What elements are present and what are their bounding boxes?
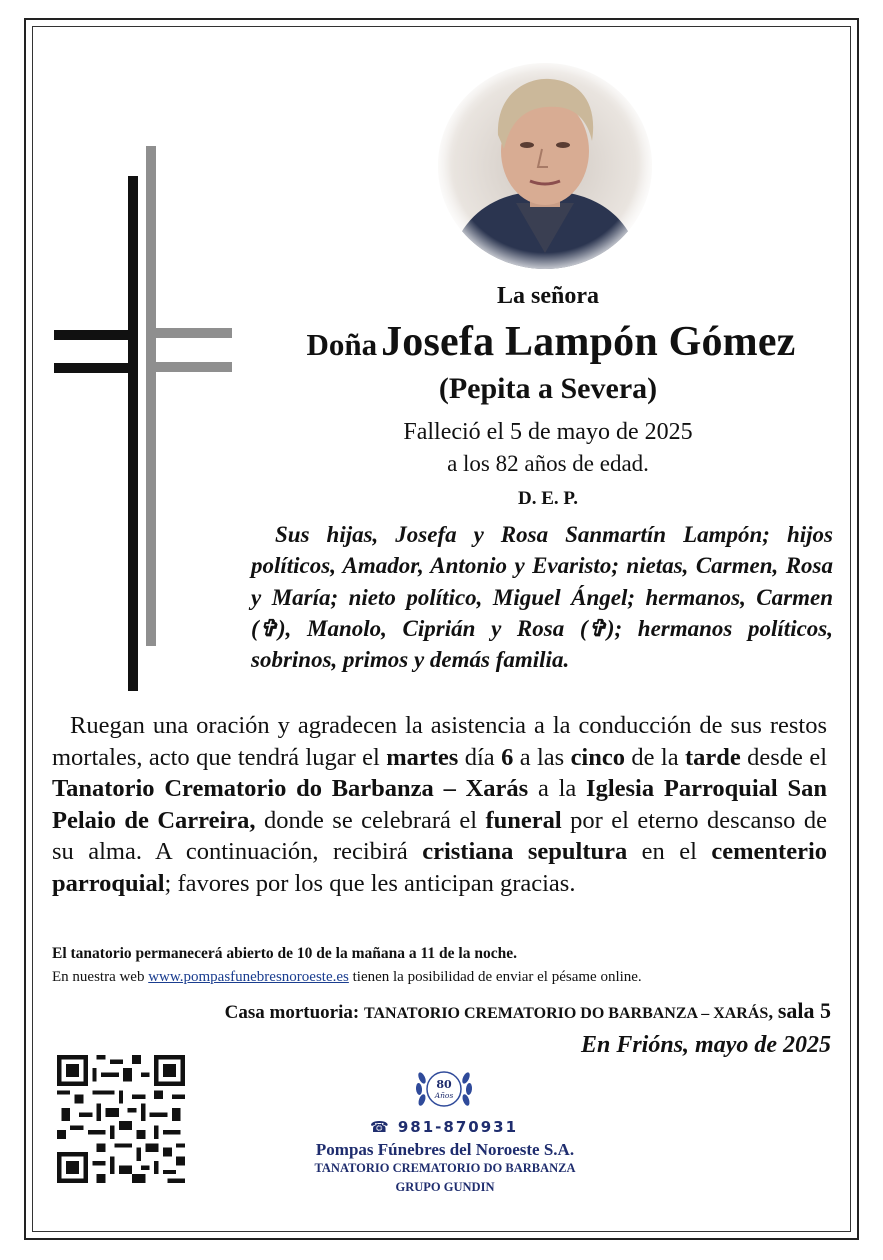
badge-word: Años: [434, 1091, 454, 1100]
phone-icon: ☎: [369, 1118, 391, 1136]
opening-hours-note: El tanatorio permanecerá abierto de 10 de la mañana a 11 de la noche.: [52, 945, 517, 962]
anniversary-badge-icon: [412, 1064, 476, 1116]
group-name: GRUPO GUNDIN: [395, 1180, 495, 1194]
cross-symbol-icon: ✞: [258, 615, 278, 641]
deceased-name: [256, 318, 846, 366]
badge-number: 80: [436, 1078, 452, 1091]
tanatorio-name: TANATORIO CREMATORIO DO BARBANZA: [314, 1161, 576, 1175]
deceased-portrait: [438, 63, 652, 269]
company-name: Pompas Fúnebres del Noroeste S.A.: [315, 1140, 575, 1159]
family-paragraph: [251, 519, 833, 675]
death-date: Falleció el 5 de mayo de 2025: [403, 419, 693, 445]
honorific: Doña: [306, 327, 378, 362]
phone-number: [300, 1118, 588, 1136]
dateline: En Frións, mayo de 2025: [580, 1032, 831, 1058]
phone-value: 981-870931: [397, 1118, 519, 1136]
intro-label: La señora: [497, 283, 599, 309]
family-text-2: ), Manolo, Ciprián y Rosa (: [277, 615, 588, 641]
cross-symbol-icon: ✞: [587, 615, 607, 641]
full-name: Josefa Lampón Gómez: [381, 319, 796, 365]
age-line: a los 82 años de edad.: [447, 451, 649, 476]
ceremony-paragraph: Ruegan una oración y agradecen la asistencia a la conducción de sus restos mortales, acto que tendrá lugar el martes día 6 a las cinco de la tarde desde el Tanatorio Crematorio do Barbanza – Xarás a la Iglesia Parroquial San Pelaio de Carreira, donde se celebrará el funeral por el eterno descanso de su alma. A continuación, recibirá cristiana sepultura en el cementerio parroquial; favores por los que les anticipan gracias.: [52, 712, 828, 897]
nickname: (Pepita a Severa): [438, 372, 658, 405]
web-note: En nuestra web www.pompasfunebresnoroeste.es tienen la posibilidad de enviar el pésame online.: [52, 969, 642, 985]
family-text-1: Sus hijas, Josefa y Rosa Sanmartín Lampón; hijos políticos, Amador, Antonio y Evaristo; nietas, Carmen, Rosa y María; nieto político, Miguel Ángel; hermanos, Carmen (: [251, 522, 833, 641]
website-link[interactable]: www.pompasfunebresnoroeste.es: [148, 969, 349, 985]
family-text-3: ); hermanos políticos, sobrinos, primos y demás familia.: [251, 615, 833, 673]
rip-label: D. E. P.: [517, 488, 578, 509]
qr-code[interactable]: [57, 1055, 185, 1183]
funeral-home-line: Casa mortuoria: TANATORIO CREMATORIO DO BARBANZA – XARÁS, sala 5: [224, 998, 831, 1023]
